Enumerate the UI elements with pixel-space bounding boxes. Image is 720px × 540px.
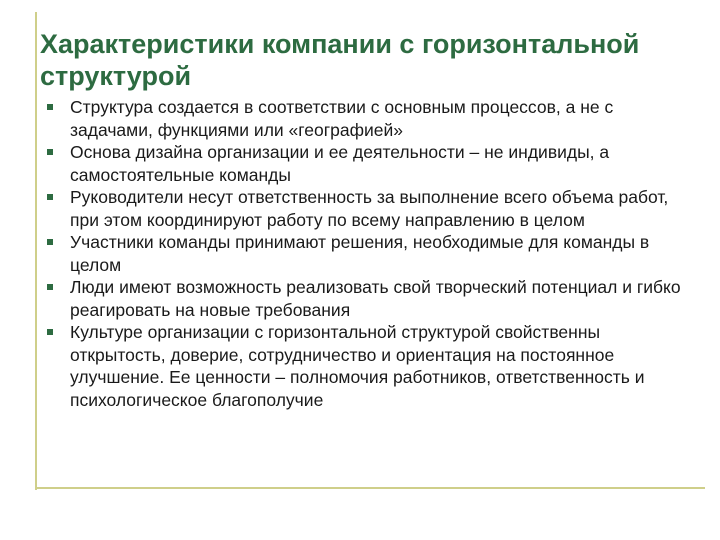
- bullet-item: [47, 276, 692, 321]
- square-bullet-icon: [47, 284, 53, 290]
- bullet-item: [47, 321, 692, 411]
- frame-left-line: [35, 12, 37, 490]
- square-bullet-icon: [47, 194, 53, 200]
- square-bullet-icon: [47, 329, 53, 335]
- square-bullet-icon: [47, 239, 53, 245]
- slide-title: Характеристики компании с горизонтальной структурой: [40, 29, 640, 91]
- bullet-text: Основа дизайна организации и ее деятельности – не индивиды, а самостоятельные команды: [70, 142, 610, 185]
- bullet-text: Структура создается в соответствии с основным процессов, а не с задачами, функциями или «географией»: [70, 97, 614, 140]
- bullet-text: Люди имеют возможность реализовать свой творческий потенциал и гибко реагировать на новые требования: [70, 277, 681, 320]
- bullet-item: [47, 186, 692, 231]
- bullet-item: [47, 96, 692, 141]
- square-bullet-icon: [47, 104, 53, 110]
- bullet-item: [47, 141, 692, 186]
- bullet-list: [47, 96, 692, 411]
- bullet-text: Руководители несут ответственность за выполнение всего объема работ, при этом координируют работу по всему направлению в целом: [70, 187, 669, 230]
- bullet-text: Участники команды принимают решения, необходимые для команды в целом: [70, 232, 650, 275]
- square-bullet-icon: [47, 149, 53, 155]
- bullet-item: [47, 231, 692, 276]
- bullet-text: Культуре организации с горизонтальной структурой свойственны открытость, доверие, сотрудничество и ориентация на постоянное улучшение. Ее ценности – полномочия работников, ответственность и психологическое благополучие: [70, 322, 645, 410]
- frame-bottom-line: [35, 487, 705, 489]
